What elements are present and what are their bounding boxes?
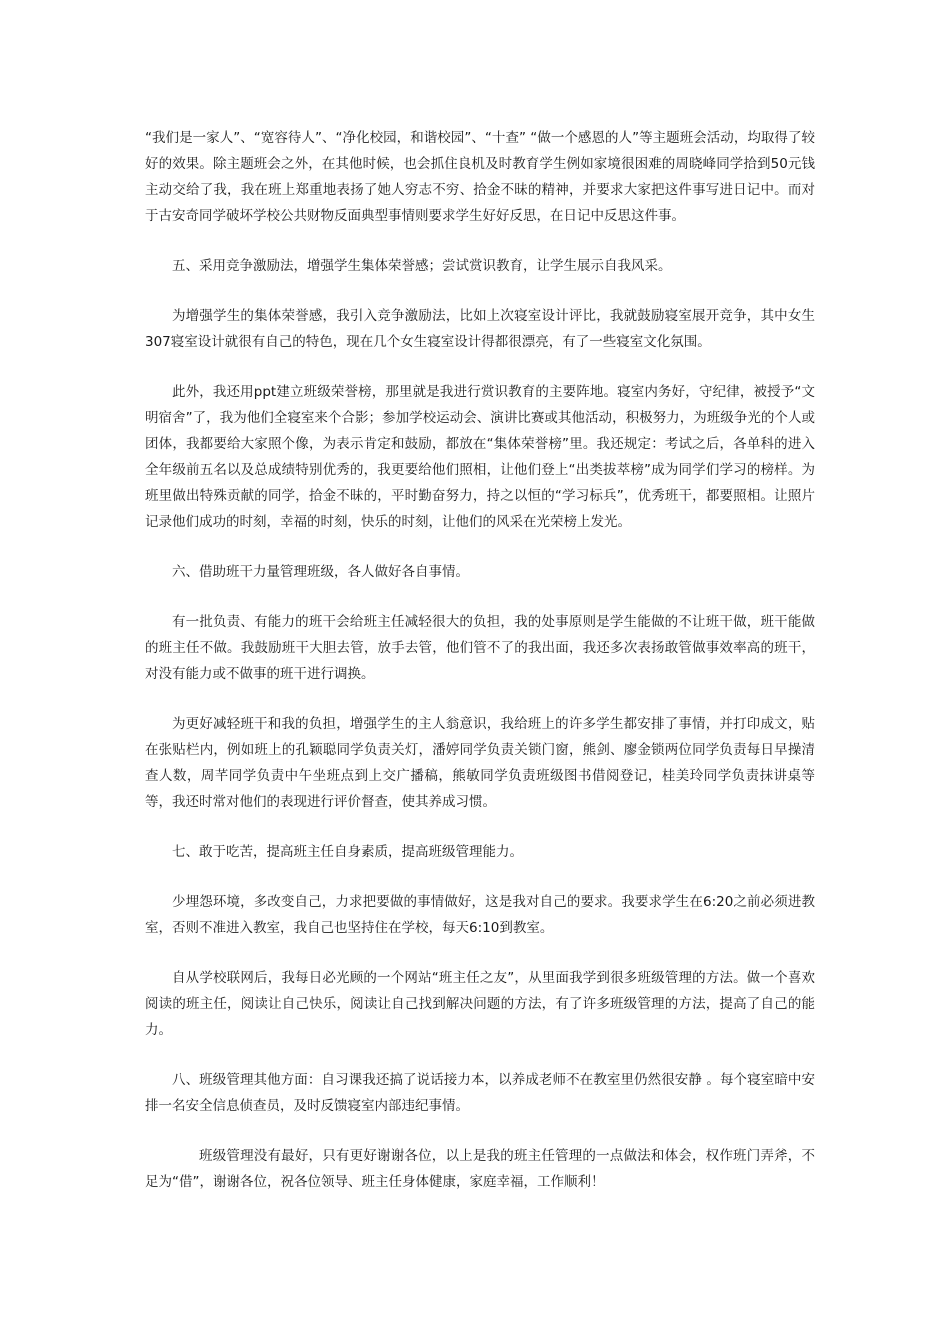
paragraph-dorm-competition: 为增强学生的集体荣誉感，我引入竞争激励法，比如上次寝室设计评比，我就鼓励寝室展开竞争，其中女生307寝室设计就很有自己的特色，现在几个女生寝室设计得都很漂亮，有了一些寝室文化氛围。	[145, 308, 815, 350]
section-heading-6: 六、借助班干力量管理班级，各人做好各自事情。	[172, 564, 469, 580]
paragraph-student-duties: 为更好减轻班干和我的负担，增强学生的主人翁意识，我给班上的许多学生都安排了事情，并打印成文，贴在张贴栏内，例如班上的孔颖聪同学负责关灯，潘婷同学负责关锁门窗，熊剑、廖金锁两位同学负责每日早操清查人数，周芊同学负责中午坐班点到上交广播稿，熊敏同学负责班级图书借阅登记，桂美玲同学负责抹讲桌等等，我还时常对他们的表现进行评价督查，使其养成习惯。	[145, 716, 815, 810]
section-heading-5: 五、采用竞争激励法，增强学生集体荣誉感；尝试赏识教育，让学生展示自我风采。	[172, 258, 672, 274]
paragraph-website-learning: 自从学校联网后，我每日必光顾的一个网站“班主任之友”，从里面我学到很多班级管理的方法。做一个喜欢阅读的班主任，阅读让自己快乐，阅读让自己找到解决问题的方法，有了许多班级管理的方法，提高了自己的能力。	[145, 970, 815, 1038]
section-heading-8: 八、班级管理其他方面：自习课我还搞了说话接力本，以养成老师不在教室里仍然很安静 。每个寝室暗中安排一名安全信息侦查员，及时反馈寝室内部违纪事情。	[145, 1072, 815, 1114]
paragraph-self-requirements: 少埋怨环境，多改变自己，力求把要做的事情做好，这是我对自己的要求。我要求学生在6:20之前必须进教室，否则不准进入教室，我自己也坚持住在学校，每天6:10到教室。	[145, 894, 815, 936]
document-body	[145, 125, 815, 1195]
section-heading-7: 七、敢于吃苦，提高班主任自身素质，提高班级管理能力。	[172, 844, 523, 860]
paragraph-honor-board: 此外，我还用ppt建立班级荣誉榜，那里就是我进行赏识教育的主要阵地。寝室内务好，守纪律，被授予“文明宿舍”了，我为他们全寝室来个合影；参加学校运动会、演讲比赛或其他活动，积极努力，为班级争光的个人或团体，我都要给大家照个像，为表示肯定和鼓励，都放在“集体荣誉榜”里。我还规定：考试之后，各单科的进入全年级前五名以及总成绩特别优秀的，我更要给他们照相，让他们登上“出类拔萃榜”成为同学们学习的榜样。为班里做出特殊贡献的同学，拾金不昧的，平时勤奋努力，持之以恒的“学习标兵”，优秀班干，都要照相。让照片记录他们成功的时刻，幸福的时刻，快乐的时刻，让他们的风采在光荣榜上发光。	[145, 384, 815, 530]
paragraph-closing: 班级管理没有最好，只有更好谢谢各位，以上是我的班主任管理的一点做法和体会，权作班门弄斧，不足为“借”，谢谢各位，祝各位领导、班主任身体健康，家庭幸福，工作顺利！	[145, 1148, 815, 1190]
paragraph-theme-meetings: “我们是一家人”、“宽容待人”、“净化校园，和谐校园”、“十查” “做一个感恩的人”等主题班会活动，均取得了较好的效果。除主题班会之外，在其他时候，也会抓住良机及时教育学生例如家境很困难的周晓峰同学拾到50元钱主动交给了我，我在班上郑重地表扬了她人穷志不穷、拾金不昧的精神，并要求大家把这件事写进日记中。而对于古安奇同学破坏学校公共财物反面典型事情则要求学生好好反思，在日记中反思这件事。	[145, 130, 815, 224]
paragraph-class-cadres: 有一批负责、有能力的班干会给班主任减轻很大的负担，我的处事原则是学生能做的不让班干做，班干能做的班主任不做。我鼓励班干大胆去管，放手去管，他们管不了的我出面，我还多次表扬敢管做事效率高的班干，对没有能力或不做事的班干进行调换。	[145, 614, 815, 682]
